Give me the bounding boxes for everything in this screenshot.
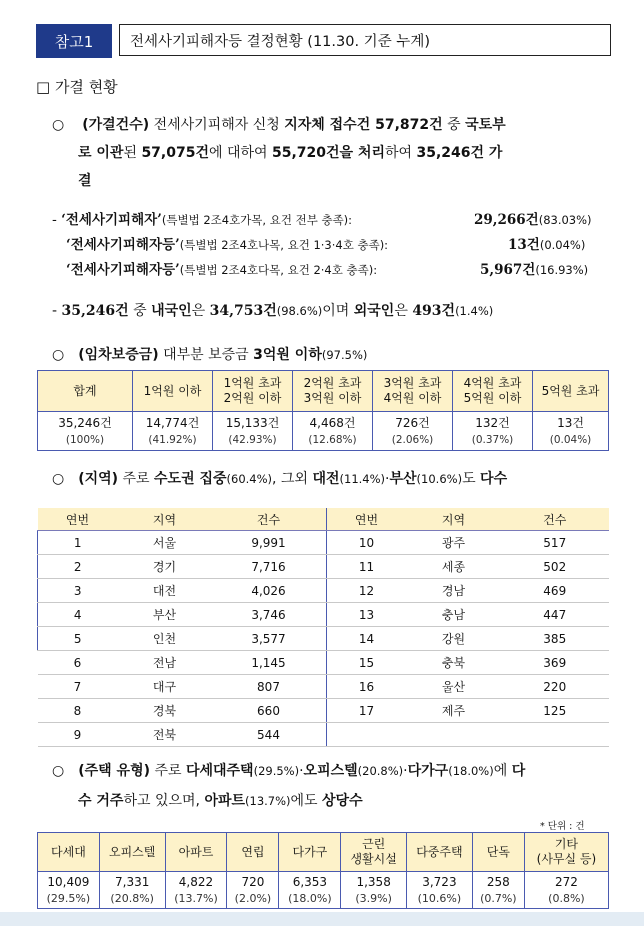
deposit-highlight: 3억원 이하 — [253, 347, 322, 363]
region-capital: 수도권 집중 — [154, 471, 227, 487]
table-cell: 16 — [326, 675, 407, 699]
text: 은 — [394, 303, 413, 319]
victim-type-pct: (0.04%) — [539, 238, 586, 252]
text: 에도 — [290, 793, 323, 809]
table-cell: 2 — [38, 555, 118, 579]
table-cell: 인천 — [118, 627, 212, 651]
victim-type-name: ‘전세사기피해자등’ — [66, 237, 180, 253]
table-cell: 660 — [212, 699, 327, 723]
para1-transfer: 로 이관 — [78, 145, 124, 161]
victim-type-count: 13건 — [508, 237, 540, 253]
col-header: 다중주택 — [407, 833, 473, 872]
col-header: 연립 — [227, 833, 279, 872]
table-cell: 13건 (0.04%) — [533, 412, 609, 451]
table-cell: 제주 — [407, 699, 501, 723]
victim-type-name: ‘전세사기피해자등’ — [66, 262, 180, 278]
table-cell: 726건 (2.06%) — [373, 412, 453, 451]
deposit-label: (임차보증금) — [78, 347, 159, 363]
domestic-label: 내국인 — [151, 303, 192, 319]
col-header: 지역 — [118, 508, 212, 531]
para1-approved-count: 35,246건 가 — [416, 145, 503, 161]
table-cell: 13 — [326, 603, 407, 627]
unit-note: * 단위 : 건 — [540, 821, 585, 832]
text: 주로 — [150, 763, 186, 779]
para1-label: (가결건수) — [82, 117, 150, 133]
col-header: 다세대 — [38, 833, 100, 872]
table-cell: 3,577 — [212, 627, 327, 651]
table-cell: 1 — [38, 531, 118, 555]
table-cell: 125 — [501, 699, 610, 723]
domestic-pct: (98.6%) — [276, 304, 323, 318]
victim-type-pct: (16.93%) — [535, 263, 589, 277]
table-cell: 7,716 — [212, 555, 327, 579]
deposit-table — [37, 370, 609, 451]
victim-type-row — [52, 233, 632, 258]
text: , 그외 — [272, 471, 313, 487]
table-header-row — [38, 371, 609, 412]
deposit-pct: (97.5%) — [321, 348, 368, 362]
table-cell — [326, 723, 407, 747]
table-cell: 4,468건 (12.68%) — [293, 412, 373, 451]
table-cell: 385 — [501, 627, 610, 651]
col-header: 오피스텔 — [99, 833, 165, 872]
para1-transferred-count: 57,075건 — [141, 145, 209, 161]
housing-label: (주택 유형) — [78, 763, 150, 779]
table-cell: 3,746 — [212, 603, 327, 627]
col-header: 연번 — [38, 508, 118, 531]
table-row — [38, 699, 610, 723]
table-row — [38, 603, 610, 627]
table-cell: 35,246건 (100%) — [38, 412, 133, 451]
table-cell: 502 — [501, 555, 610, 579]
victim-type-name: ‘전세사기피해자’ — [61, 212, 162, 228]
table-cell: 369 — [501, 651, 610, 675]
table-cell: 3,723 (10.6%) — [407, 872, 473, 909]
domestic-count: 34,753건 — [209, 303, 277, 319]
nationality-line — [52, 300, 493, 320]
table-header-row — [38, 833, 609, 872]
col-header: 3억원 초과 4억원 이하 — [373, 371, 453, 412]
bullet: ○ — [52, 471, 65, 487]
table-cell: 경남 — [407, 579, 501, 603]
text: · — [385, 471, 390, 487]
table-cell: 대구 — [118, 675, 212, 699]
table-cell: 울산 — [407, 675, 501, 699]
housing-heading — [52, 756, 622, 816]
para1-text: 중 — [442, 117, 466, 133]
dash: - — [52, 212, 62, 228]
table-cell: 전남 — [118, 651, 212, 675]
deposit-heading — [52, 344, 367, 364]
table-cell: 10,409 (29.5%) — [38, 872, 100, 909]
table-cell: 10 — [326, 531, 407, 555]
housing-pct: (18.0%) — [448, 764, 494, 778]
para1-ministry: 국토부 — [465, 117, 506, 133]
table-cell: 경기 — [118, 555, 212, 579]
victim-type-count: 29,266건 — [474, 212, 539, 228]
housing-line1 — [52, 756, 622, 786]
victim-type-criteria: (특별법 2조4호나목, 요건 1·3·4호 충족): — [179, 238, 389, 252]
region-heading — [52, 468, 507, 488]
victim-type-row — [52, 258, 632, 283]
text: 도 — [462, 471, 481, 487]
col-header: 건수 — [212, 508, 327, 531]
table-cell: 14 — [326, 627, 407, 651]
housing-line2 — [52, 786, 622, 816]
table-cell: 대전 — [118, 579, 212, 603]
table-cell: 220 — [501, 675, 610, 699]
text: 하고 있으며, — [123, 793, 205, 809]
table-cell: 서울 — [118, 531, 212, 555]
housing-pct: (13.7%) — [245, 794, 291, 808]
table-cell: 전북 — [118, 723, 212, 747]
table-cell: 7 — [38, 675, 118, 699]
table-cell: 4,822 (13.7%) — [165, 872, 227, 909]
victim-type-pct: (83.03%) — [538, 213, 592, 227]
table-row — [38, 627, 610, 651]
table-cell — [407, 723, 501, 747]
table-cell: 4,026 — [212, 579, 327, 603]
region-pct: (60.4%) — [226, 472, 273, 486]
page-title: 전세사기피해자등 결정현황 (11.30. 기준 누계) — [119, 24, 611, 56]
col-header: 합계 — [38, 371, 133, 412]
col-header: 5억원 초과 — [533, 371, 609, 412]
housing-pct: (29.5%) — [253, 764, 300, 778]
table-cell: 세종 — [407, 555, 501, 579]
col-header: 지역 — [407, 508, 501, 531]
table-row — [38, 412, 609, 451]
foreign-label: 외국인 — [353, 303, 395, 319]
para1-text: 하여 — [385, 145, 417, 161]
table-cell: 17 — [326, 699, 407, 723]
victim-type-criteria: (특별법 2조4호가목, 요건 전부 충족): — [161, 213, 353, 227]
housing-multifamily: 다가구 — [407, 763, 449, 779]
table-cell: 부산 — [118, 603, 212, 627]
col-header: 아파트 — [165, 833, 227, 872]
text: · — [403, 763, 408, 779]
table-row — [38, 723, 610, 747]
table-row — [38, 531, 610, 555]
housing-multi: 다세대주택 — [185, 763, 254, 779]
col-header: 1억원 이하 — [133, 371, 213, 412]
table-cell: 807 — [212, 675, 327, 699]
dash: - — [52, 303, 62, 319]
table-cell: 충남 — [407, 603, 501, 627]
para1-line3 — [52, 167, 622, 195]
foreign-pct: (1.4%) — [455, 304, 494, 318]
col-header: 4억원 초과 5억원 이하 — [453, 371, 533, 412]
table-cell: 258 (0.7%) — [472, 872, 524, 909]
col-header: 1억원 초과 2억원 이하 — [213, 371, 293, 412]
table-cell: 14,774건 (41.92%) — [133, 412, 213, 451]
bullet: ○ — [52, 763, 65, 779]
table-cell: 광주 — [407, 531, 501, 555]
region-label: (지역) — [78, 471, 119, 487]
para1-text: 에 대하여 — [209, 145, 272, 161]
table-cell: 충북 — [407, 651, 501, 675]
table-cell: 11 — [326, 555, 407, 579]
table-cell: 15 — [326, 651, 407, 675]
housing-da: 다 — [511, 763, 526, 779]
table-cell: 544 — [212, 723, 327, 747]
table-cell: 15,133건 (42.93%) — [213, 412, 293, 451]
table-cell: 강원 — [407, 627, 501, 651]
table-row — [38, 651, 610, 675]
bullet: ○ — [52, 117, 65, 133]
victim-type-criteria: (특별법 2조4호다목, 요건 2·4호 충족): — [179, 263, 378, 277]
para1-processed: 55,720건을 처리 — [272, 145, 385, 161]
para1-line1 — [52, 111, 622, 139]
region-daejeon: 대전 — [312, 471, 340, 487]
bottom-bar — [0, 912, 644, 926]
col-header: 연번 — [326, 508, 407, 531]
region-pct: (11.4%) — [339, 472, 386, 486]
housing-table — [37, 832, 609, 909]
region-many: 다수 — [480, 471, 508, 487]
para1-approved-end: 결 — [78, 173, 92, 189]
table-row — [38, 555, 610, 579]
table-cell: 9 — [38, 723, 118, 747]
text: · — [299, 763, 304, 779]
header-badge: 참고1 — [36, 24, 112, 58]
col-header: 건수 — [501, 508, 610, 531]
table-cell: 272 (0.8%) — [524, 872, 608, 909]
section-heading: □ 가결 현황 — [36, 78, 118, 96]
table-cell: 6 — [38, 651, 118, 675]
housing-pct: (20.8%) — [357, 764, 404, 778]
table-cell: 12 — [326, 579, 407, 603]
foreign-count: 493건 — [412, 303, 456, 319]
victim-type-count: 5,967건 — [480, 262, 536, 278]
text: 이며 — [322, 303, 354, 319]
housing-considerable: 상당수 — [322, 793, 363, 809]
approval-count-paragraph — [52, 111, 622, 195]
col-header: 기타 (사무실 등) — [524, 833, 608, 872]
table-cell — [501, 723, 610, 747]
housing-apartment: 아파트 — [204, 793, 246, 809]
col-header: 다가구 — [279, 833, 341, 872]
table-cell: 8 — [38, 699, 118, 723]
col-header: 2억원 초과 3억원 이하 — [293, 371, 373, 412]
table-cell: 1,358 (3.9%) — [341, 872, 407, 909]
text: 대부분 보증금 — [158, 347, 254, 363]
region-table — [37, 508, 609, 747]
text: 은 — [191, 303, 210, 319]
para1-text: 전세사기피해자 신청 — [149, 117, 285, 133]
col-header: 근린 생활시설 — [341, 833, 407, 872]
para1-receipt: 지자체 접수건 57,872건 — [284, 117, 443, 133]
table-cell: 469 — [501, 579, 610, 603]
housing-reside: 수 거주 — [78, 793, 124, 809]
table-header-row — [38, 508, 610, 531]
total-count: 35,246건 — [61, 303, 129, 319]
table-cell: 5 — [38, 627, 118, 651]
table-cell: 517 — [501, 531, 610, 555]
table-cell: 1,145 — [212, 651, 327, 675]
bullet: ○ — [52, 347, 65, 363]
table-cell: 720 (2.0%) — [227, 872, 279, 909]
text: 중 — [128, 303, 152, 319]
victim-type-row — [52, 208, 632, 233]
text: 주로 — [118, 471, 155, 487]
table-cell: 3 — [38, 579, 118, 603]
table-cell: 9,991 — [212, 531, 327, 555]
para1-line2 — [52, 139, 622, 167]
table-cell: 4 — [38, 603, 118, 627]
table-cell: 447 — [501, 603, 610, 627]
table-cell: 132건 (0.37%) — [453, 412, 533, 451]
table-cell: 6,353 (18.0%) — [279, 872, 341, 909]
table-cell: 경북 — [118, 699, 212, 723]
col-header: 단독 — [472, 833, 524, 872]
housing-officetel: 오피스텔 — [303, 763, 358, 779]
table-row — [38, 579, 610, 603]
victim-type-list — [52, 208, 632, 283]
table-row — [38, 872, 609, 909]
text: 에 — [493, 763, 512, 779]
table-row — [38, 675, 610, 699]
region-busan: 부산 — [389, 471, 417, 487]
region-pct: (10.6%) — [416, 472, 463, 486]
table-cell: 7,331 (20.8%) — [99, 872, 165, 909]
para1-text: 된 — [123, 145, 142, 161]
